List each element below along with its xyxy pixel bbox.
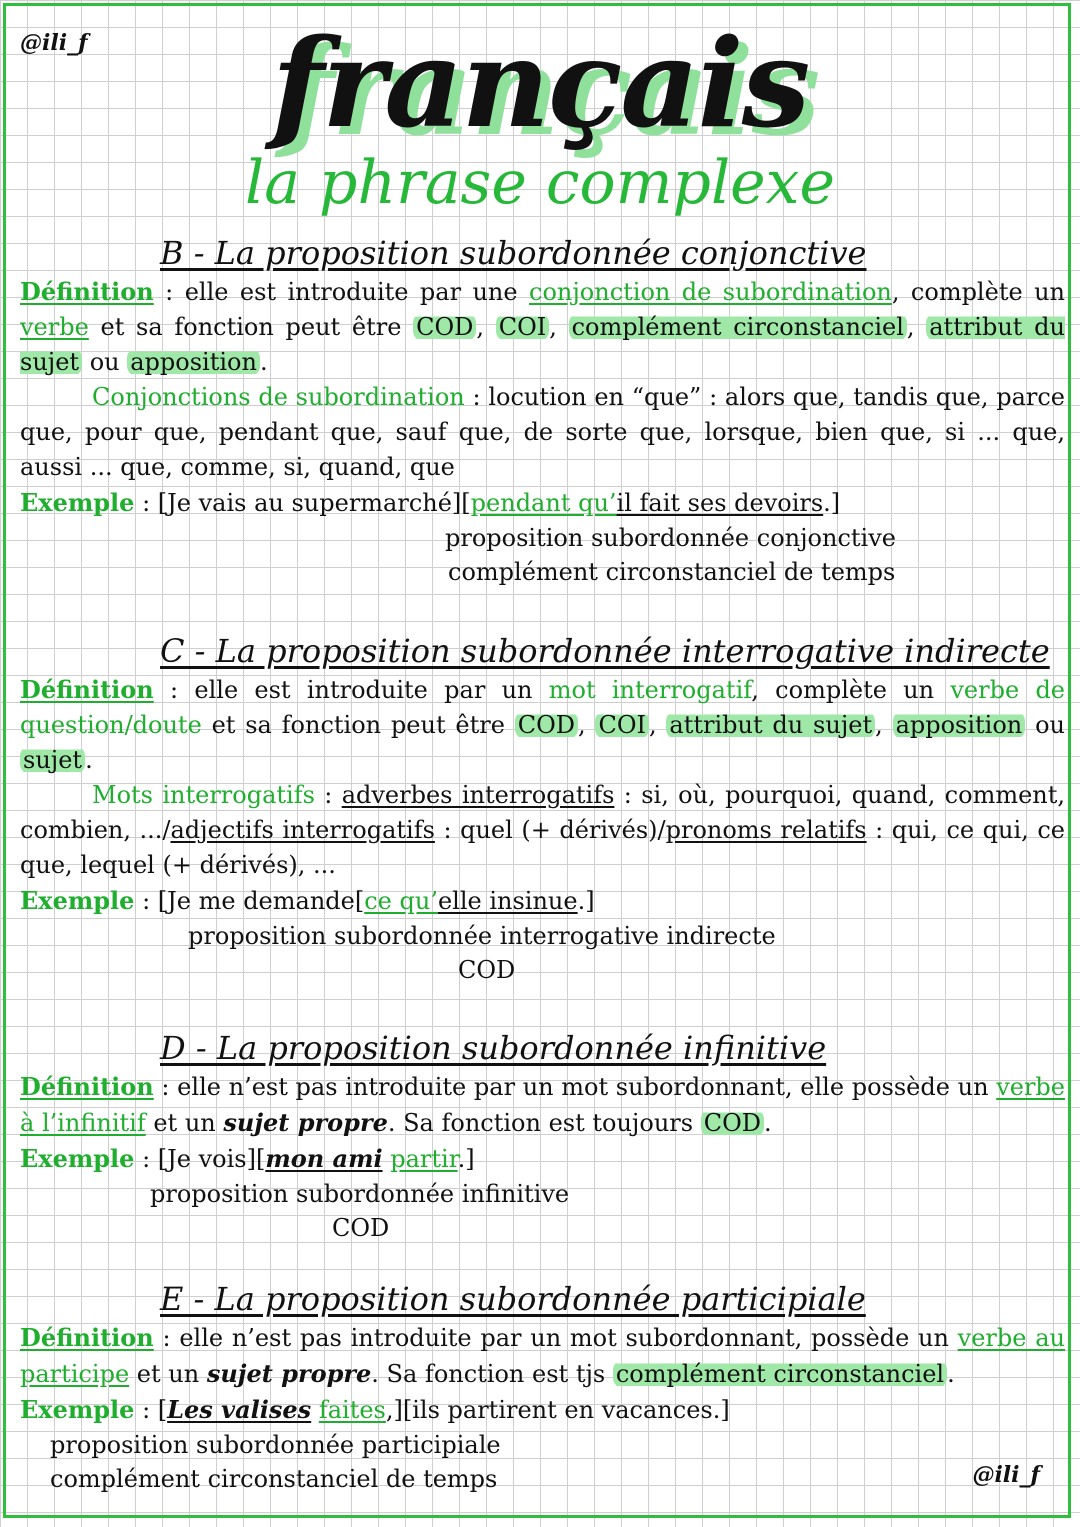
example-analysis-1: proposition subordonnée participiale (50, 1431, 501, 1459)
example: Exemple : [Je vais au supermarché][pendant qu’il fait ses devoirs.] (20, 488, 841, 517)
interrogative-words-list: Mots interrogatifs : adverbes interrogatifs : si, où, pourquoi, quand, comment, combien, .../adjectifs interrogatifs : quel (+ dérivés)/pronoms relatifs : qui, ce qui, ce que, lequel (+ dérivés), ... (20, 781, 1066, 879)
definition-label: Définition (20, 1323, 154, 1352)
page-subtitle: la phrase complexe (245, 148, 835, 218)
example: Exemple : [Je me demande[ce qu’elle insinue.] (20, 886, 595, 915)
example-analysis-2: complément circonstanciel de temps (448, 558, 896, 586)
example-analysis-2: complément circonstanciel de temps (50, 1465, 498, 1493)
example-analysis-1: proposition subordonnée conjonctive (445, 524, 896, 552)
example-analysis-2: COD (332, 1214, 390, 1242)
section-heading: E - La proposition subordonnée participiale (160, 1280, 866, 1318)
section-heading: C - La proposition subordonnée interrogative indirecte (160, 632, 1050, 670)
definition: Définition : elle est introduite par une conjonction de subordination, complète un verbe et sa fonction peut être COD , COI , complément circonstanciel , attribut du sujet ou apposition . (20, 277, 1065, 376)
conjunctions-list: Conjonctions de subordination : locution en “que” : alors que, tandis que, parce que, pour que, pendant que, sauf que, de sorte que, lorsque, bien que, si ... que, aussi ... que, comme, si, quand, que (20, 383, 1066, 481)
section-c (20, 630, 1065, 987)
example-label: Exemple (20, 886, 135, 915)
example-label: Exemple (20, 488, 135, 517)
example: Exemple : [Je vois][mon ami partir.] (20, 1144, 475, 1173)
interrogative-words-label: Mots interrogatifs (92, 781, 315, 809)
definition-label: Définition (20, 277, 154, 306)
definition-label: Définition (20, 675, 154, 704)
definition: Définition : elle est introduite par un mot interrogatif, complète un verbe de question/doute et sa fonction peut être COD , COI , attribut du sujet , apposition ou sujet . (20, 675, 1066, 774)
definition: Définition : elle n’est pas introduite par un mot subordonnant, elle possède un verbe à l’infinitif et un sujet propre. Sa fonction est toujours COD . (20, 1072, 1065, 1137)
example-analysis-2: COD (458, 956, 516, 984)
section-d (20, 1027, 1065, 1245)
example-label: Exemple (20, 1395, 135, 1424)
conjunctions-label: Conjonctions de subordination (92, 383, 465, 411)
section-b (20, 232, 1065, 589)
example-label: Exemple (20, 1144, 135, 1173)
section-heading: B - La proposition subordonnée conjonctive (160, 234, 867, 272)
author-handle-bottom: @ili_f (972, 1462, 1040, 1488)
example-analysis-1: proposition subordonnée interrogative indirecte (188, 922, 776, 950)
page-title: français (271, 11, 809, 155)
author-handle-top: @ili_f (20, 30, 88, 56)
example: Exemple : [Les valises faites,][ils partirent en vacances.] (20, 1395, 730, 1424)
section-e (20, 1278, 1065, 1496)
example-analysis-1: proposition subordonnée infinitive (150, 1180, 570, 1208)
definition: Définition : elle n’est pas introduite par un mot subordonnant, possède un verbe au participe et un sujet propre. Sa fonction est tjs complément circonstanciel . (20, 1323, 1065, 1388)
section-heading: D - La proposition subordonnée infinitive (160, 1029, 827, 1067)
definition-label: Définition (20, 1072, 154, 1101)
